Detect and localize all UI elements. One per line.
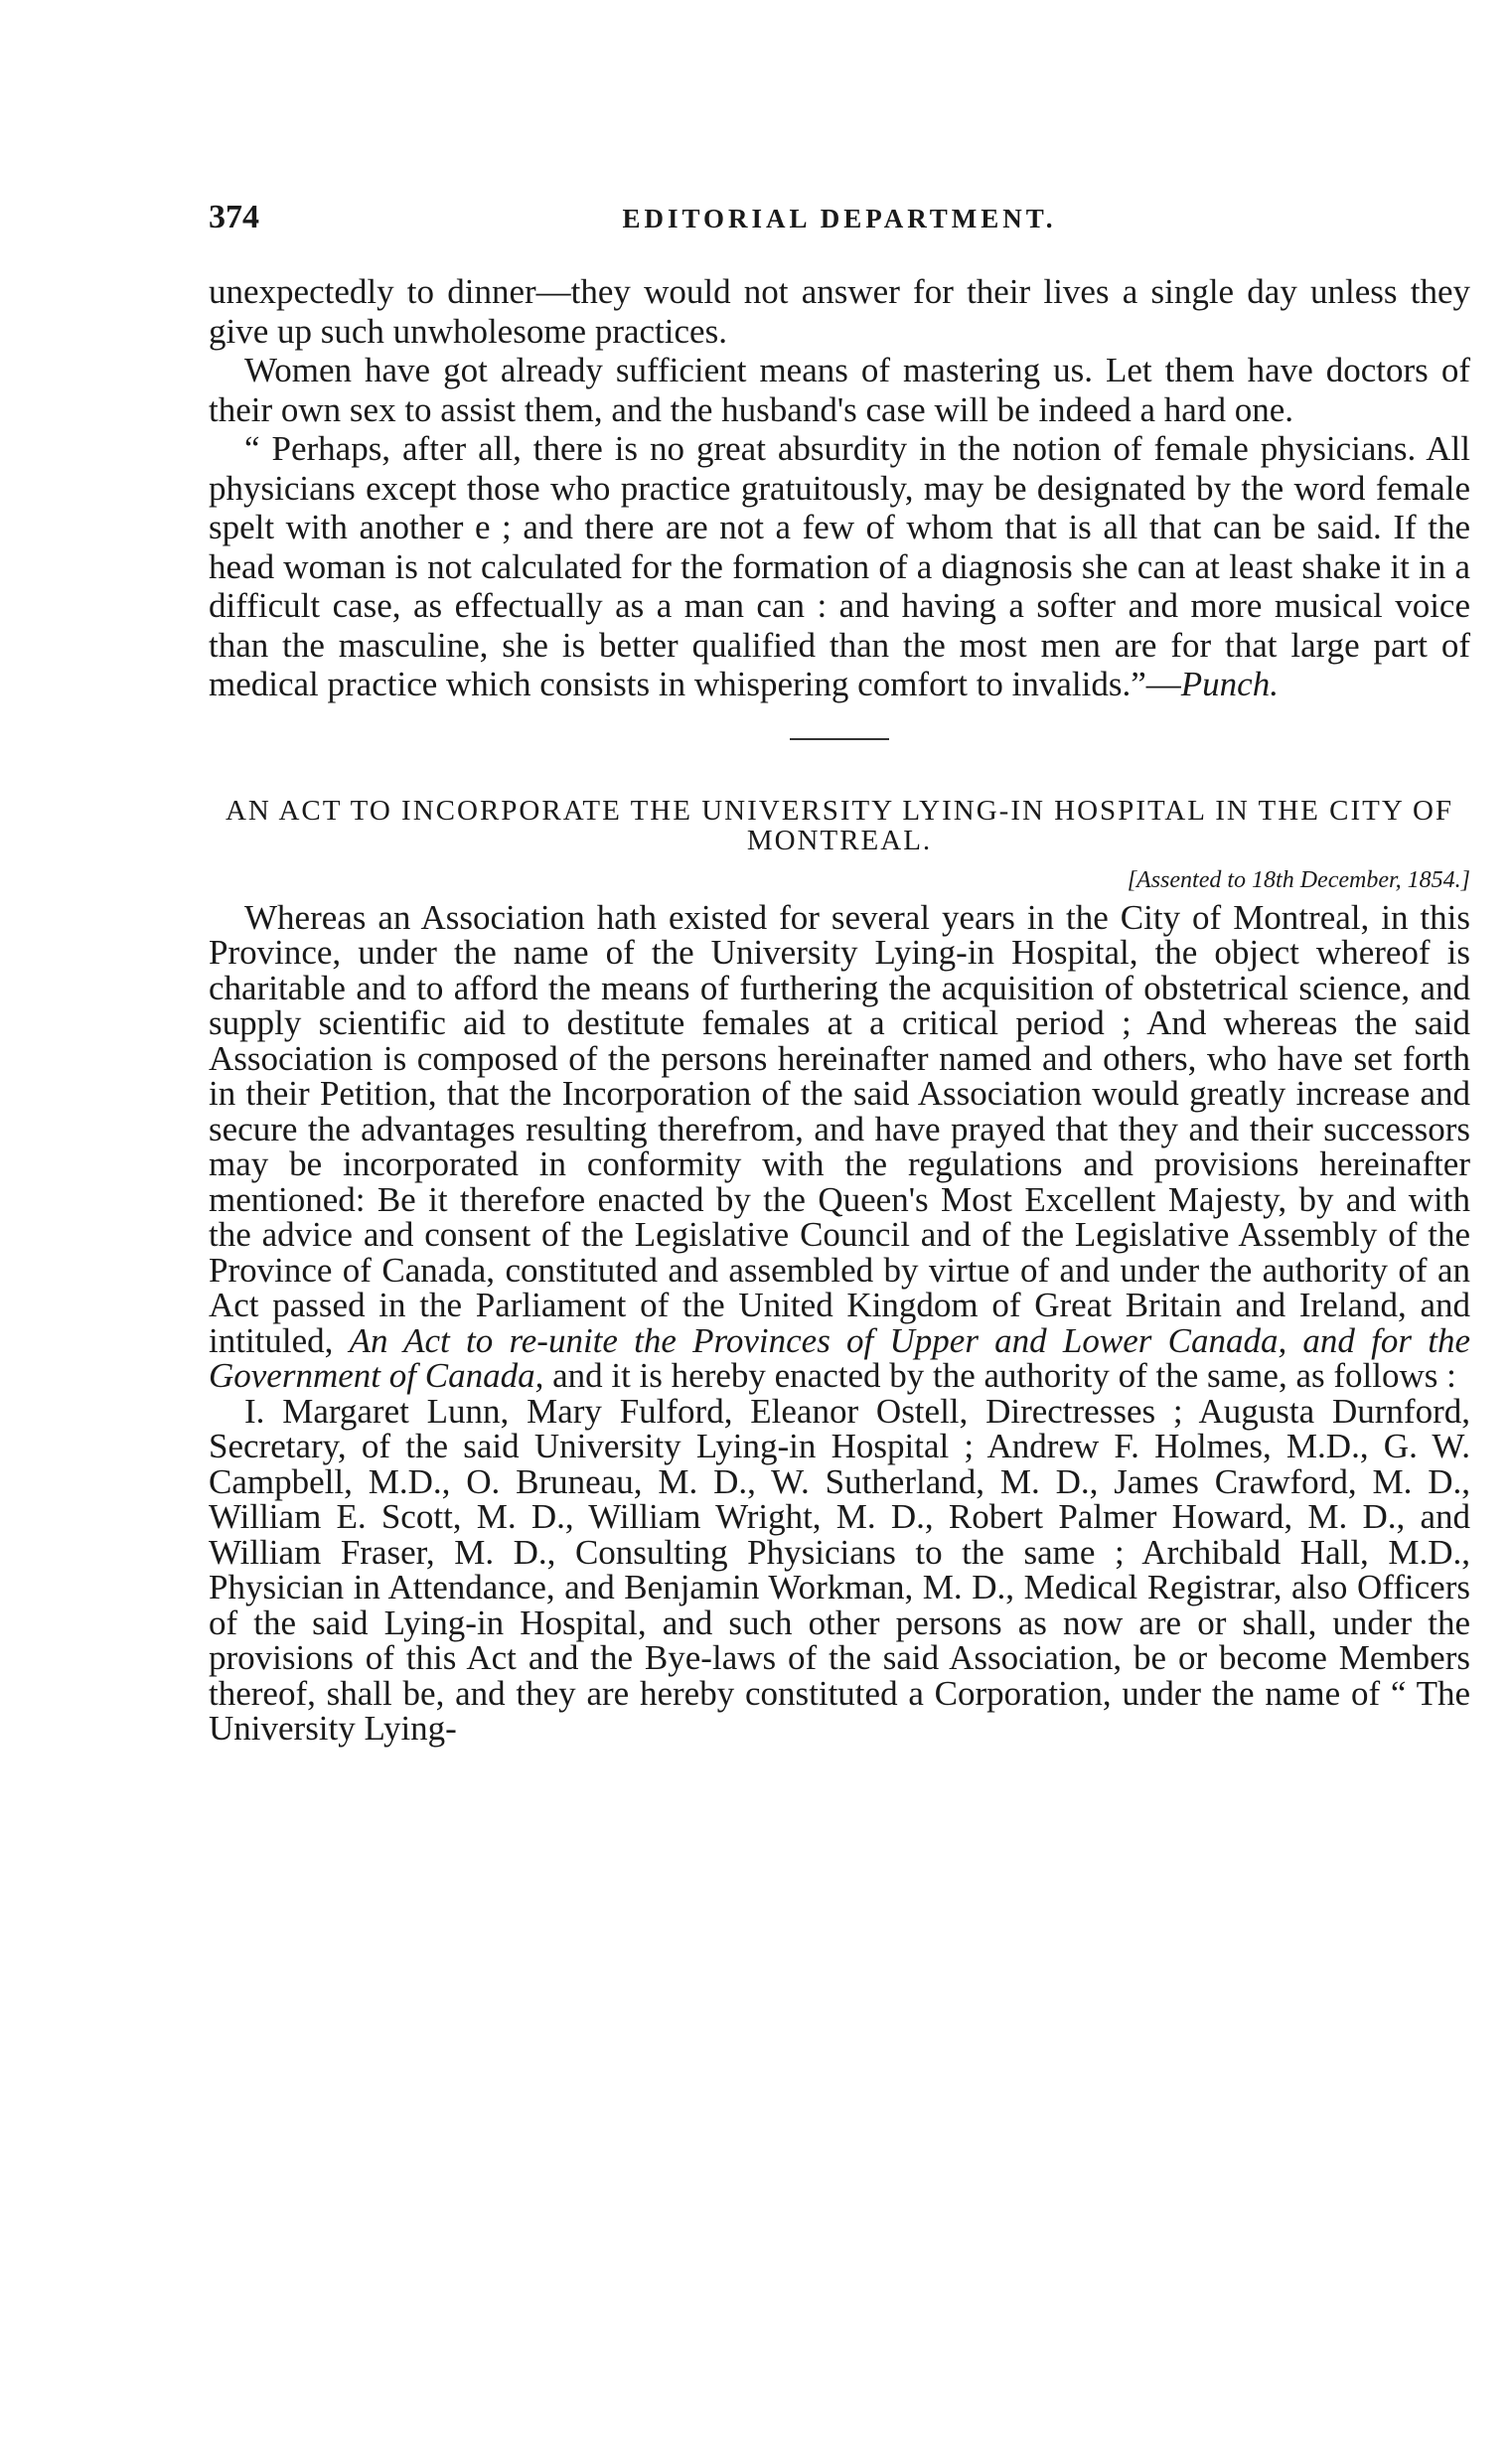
excerpt-block xyxy=(209,272,1470,704)
excerpt-paragraph-1: unexpectedly to dinner—they would not answer for their lives a single day unless they give up such unwholesome practices. xyxy=(209,272,1470,351)
section-divider xyxy=(790,738,889,740)
act-title: AN ACT TO INCORPORATE THE UNIVERSITY LYING-IN HOSPITAL IN THE CITY OF MONTREAL. xyxy=(225,794,1454,856)
section-title: EDITORIAL DEPARTMENT. xyxy=(622,204,1057,233)
excerpt-source: Punch. xyxy=(1180,665,1279,703)
page-number: 374 xyxy=(209,199,259,235)
document-page xyxy=(209,199,1470,1747)
act-section-1: I. Margaret Lunn, Mary Fulford, Eleanor Ostell, Directresses ; Augusta Durnford, Secretary, of the said University Lying-in Hospital ; Andrew F. Holmes, M.D., G. W. Campbell, M.D., O. Bruneau, M. D., W. Sutherland, M. D., James Crawford, M. D., William E. Scott, M. D., William Wright, M. D., Robert Palmer Howard, M. D., and William Fraser, M. D., Consulting Physicians to the same ; Archibald Hall, M.D., Physician in Attendance, and Benjamin Workman, M. D., Medical Registrar, also Officers of the said Lying-in Hospital, and such other persons as now are or shall, under the provisions of this Act and the Bye-laws of the said Association, be or become Members thereof, shall be, and they are hereby constituted a Corporation, under the name of “ The University Lying- xyxy=(209,1391,1470,1748)
act-body xyxy=(209,897,1470,1748)
excerpt-paragraph-2: Women have got already sufficient means of mastering us. Let them have doctors of their own sex to assist them, and the husband's case will be indeed a hard one. xyxy=(209,351,1470,429)
act-preamble xyxy=(209,897,1470,1395)
excerpt-quote: “ Perhaps, after all, there is no great absurdity in the notion of female physicians. All physicians except those who practice gratuitously, may be designated by the word female spelt with another e ; and there are not a few of whom that is all that can be said. If the head woman is not calculated for the formation of a diagnosis she can at least shake it in a difficult case, as effectually as a man can : and having a softer and more musical voice than the masculine, she is better qualified than the most men are for that large part of medical practice which consists in whispering comfort to invalids.”— xyxy=(209,429,1470,703)
act-cited-title: An Act to re-unite the Provinces of Upper and Lower Canada, and for the Government of Canada, xyxy=(209,1320,1470,1395)
running-head xyxy=(209,199,1470,258)
act-preamble-end: and it is hereby enacted by the authority of the same, as follows : xyxy=(543,1356,1456,1395)
assent-date: [Assented to 18th December, 1854.] xyxy=(1127,866,1470,893)
excerpt-paragraph-3 xyxy=(209,429,1470,704)
act-preamble-text: Whereas an Association hath existed for several years in the City of Montreal, in this Province, under the name of the University Lying-in Hospital, the object whereof is charitable and to afford the means of furthering the acquisition of obstetrical science, and supply scientific aid to destitute females at a critical period ; And whereas the said Association is composed of the persons hereinafter named and others, who have set forth in their Petition, that the Incorporation of the said Association would greatly increase and secure the advantages resulting therefrom, and have prayed that they and their successors may be incorporated in conformity with the regulations and provisions hereinafter mentioned: Be it therefore enacted by the Queen's Most Excellent Majesty, by and with the advice and consent of the Legislative Council and of the Legislative Assembly of the Province of Canada, constituted and assembled by virtue of and under the authority of an Act passed in the Parliament of the United Kingdom of Great Britain and Ireland, and intituled, xyxy=(209,897,1470,1360)
